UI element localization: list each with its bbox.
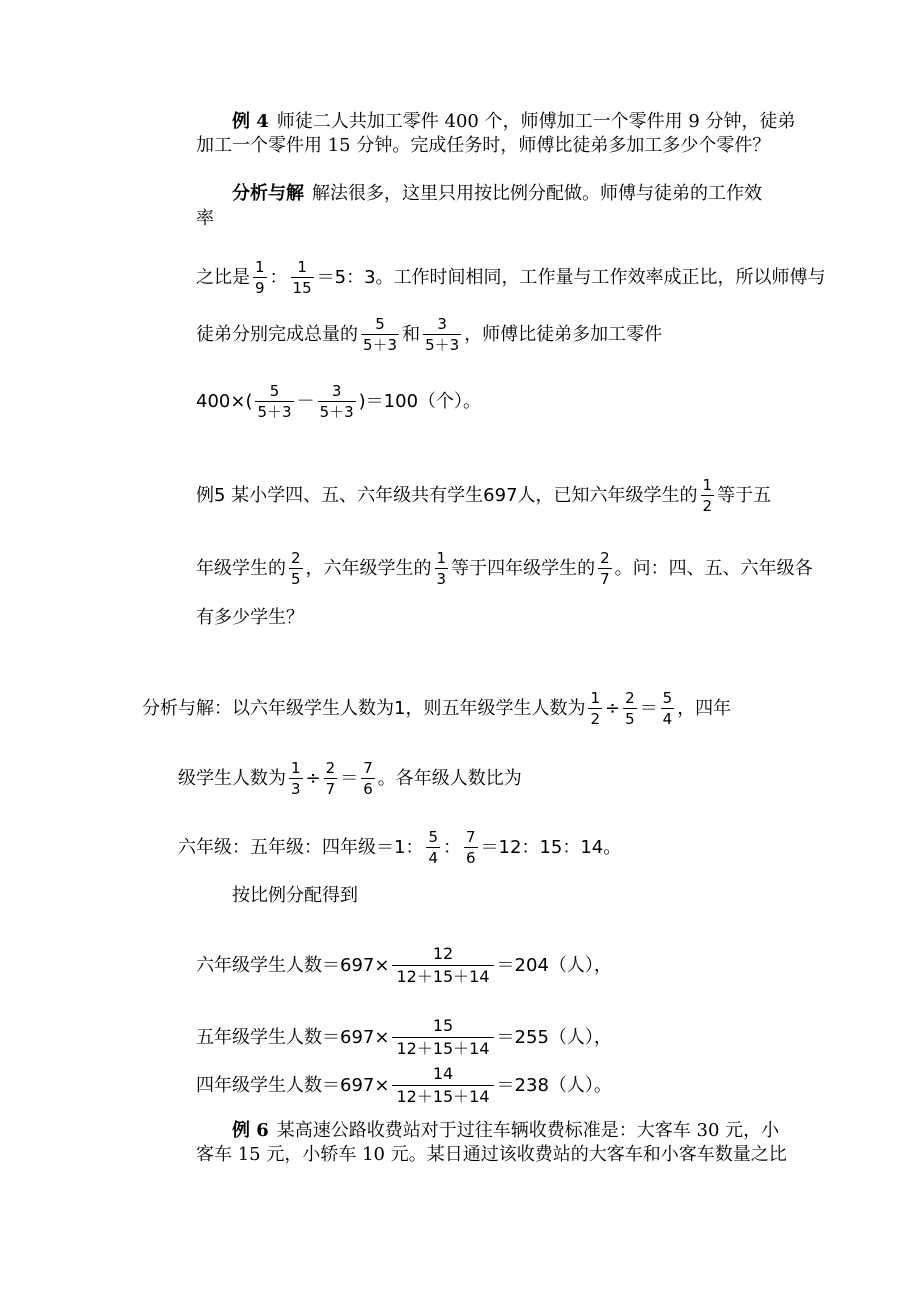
fraction-2-5: $\frac{2}{5}$ [291, 549, 301, 588]
ex5-line1 [196, 476, 771, 515]
ex6-line1 [232, 1121, 779, 1141]
ex5-line2-mid2: 等于四年级学生的 [451, 557, 596, 579]
fraction-5-over-5plus3: $\frac{5}{5+3}$ [363, 315, 398, 354]
ex4-text-line1: 师徒二人共加工零件 400 个，师傅加工一个零件用 9 分钟，徒弟 [276, 111, 796, 132]
grade5-label: 五年级学生人数＝697× [196, 1026, 390, 1048]
share-and: 和 [402, 323, 421, 345]
ex5-ratio-prefix: 六年级：五年级：四年级＝1： [178, 836, 424, 858]
fraction-15-over-sum: $\frac{15}{12+15+14}$ [392, 1016, 493, 1059]
fraction-1-15: $\frac{1}{15}$ [292, 258, 312, 297]
grade4-eq: ＝ [340, 767, 359, 789]
ratio-colon: ： [269, 266, 288, 288]
ex4-calc-prefix: 400×( [196, 390, 253, 412]
fraction-2-5-analysis: $\frac{2}{5}$ [625, 689, 635, 728]
ex4-analysis-label: 分析与解 [232, 183, 304, 204]
calc-minus: － [296, 390, 315, 412]
ex5-analysis-prefix: 分析与解：以六年级学生人数为1，则五年级学生人数为 [142, 697, 586, 719]
ex4-ratio-line [196, 258, 826, 297]
fraction-1-2-analysis: $\frac{1}{2}$ [590, 689, 600, 728]
ex6-text-line1: 某高速公路收费站对于过往车辆收费标准是：大客车 30 元，小 [276, 1120, 780, 1141]
fraction-1-3: $\frac{1}{3}$ [436, 549, 447, 588]
ex4-text-line2: 加工一个零件用 15 分钟。完成任务时，师傅比徒弟多加工多少个零件？ [196, 135, 771, 156]
grade4-label: 四年级学生人数＝697× [196, 1074, 390, 1096]
fraction-2-7: $\frac{2}{7}$ [600, 549, 610, 588]
fraction-5-4-ratio: $\frac{5}{4}$ [428, 828, 438, 867]
ex5-alloc-line [232, 886, 358, 906]
ex5-ratio-line [178, 828, 621, 867]
fraction-5-4: $\frac{5}{4}$ [662, 689, 673, 728]
fraction-1-9: $\frac{1}{9}$ [255, 258, 265, 297]
ex5-line2-suffix: 。问：四、五、六年级各 [614, 557, 813, 579]
fraction-12-over-sum: $\frac{12}{12+15+14}$ [392, 944, 493, 987]
ex6-line2 [196, 1145, 787, 1165]
ex4-ratio-prefix: 之比是 [196, 266, 250, 288]
ex6-text-line2: 客车 15 元，小轿车 10 元。某日通过该收费站的大客车和小客车数量之比 [196, 1144, 787, 1165]
ex5-line3 [196, 608, 304, 628]
ex5-line2-mid: ，六年级学生的 [305, 557, 432, 579]
ratio-colon-2: ： [443, 836, 461, 858]
ex5-grade4-line [178, 759, 522, 798]
ex4-line1 [232, 112, 796, 132]
ex5-line1-prefix: 例5 某小学四、五、六年级共有学生697人，已知六年级学生的 [196, 484, 698, 506]
ex4-share-prefix: 徒弟分别完成总量的 [196, 323, 358, 345]
ex5-line1-suffix: 等于五 [717, 484, 772, 506]
ex5-ratio-suffix: ＝12：15：14。 [480, 836, 622, 858]
ex4-ratio-result: ＝5：3。工作时间相同，工作量与工作效率成正比，所以师傅与 [316, 266, 826, 288]
ex4-analysis-line1 [232, 184, 762, 204]
ex5-line3-text: 有多少学生？ [196, 607, 304, 628]
ex4-analysis-text2: 率 [196, 208, 214, 229]
fraction-7-6: $\frac{7}{6}$ [363, 759, 373, 798]
ex5-analysis-suffix: ，四年 [677, 697, 732, 719]
fraction-14-over-sum: $\frac{14}{12+15+14}$ [392, 1064, 493, 1107]
grade6-result: ＝204（人）， [496, 954, 612, 976]
fraction-1-3-grade4: $\frac{1}{3}$ [291, 759, 301, 798]
grade6-label: 六年级学生人数＝697× [196, 954, 390, 976]
ex5-grade4-prefix: 级学生人数为 [178, 767, 286, 789]
ex5-line2 [196, 549, 813, 588]
ex4-label: 例 4 [232, 111, 269, 132]
ex4-calc-line [196, 382, 481, 421]
grade4-result: ＝238（人）。 [496, 1074, 612, 1096]
ex5-grade5-calc [196, 1016, 612, 1059]
ex4-analysis-text1: 解法很多，这里只用按比例分配做。师傅与徒弟的工作效 [312, 183, 762, 204]
ex4-analysis-line2 [196, 209, 214, 229]
ex4-line2 [196, 136, 770, 156]
fraction-7-6-ratio: $\frac{7}{6}$ [466, 828, 476, 867]
ex4-share-line [196, 315, 662, 354]
ex5-grade6-calc [196, 944, 612, 987]
ex6-label: 例 6 [232, 1120, 269, 1141]
grade4-div: ÷ [305, 767, 321, 789]
ex5-grade4-suffix: 。各年级人数比为 [377, 767, 522, 789]
fraction-3-over-5plus3: $\frac{3}{5+3}$ [425, 315, 460, 354]
fraction-2-7-grade4: $\frac{2}{7}$ [325, 759, 336, 798]
ex5-analysis-line [142, 689, 731, 728]
analysis-eq: ＝ [639, 697, 658, 719]
fraction-3-over-5plus3-calc: $\frac{3}{5+3}$ [319, 382, 354, 421]
ex5-line2-prefix: 年级学生的 [196, 557, 286, 579]
ex4-calc-suffix: )＝100（个）。 [358, 390, 482, 412]
ex4-share-suffix: ，师傅比徒弟多加工零件 [464, 323, 663, 345]
analysis-div: ÷ [605, 697, 621, 719]
fraction-1-2: $\frac{1}{2}$ [702, 476, 713, 515]
ex5-alloc-text: 按比例分配得到 [232, 885, 358, 906]
fraction-5-over-5plus3-calc: $\frac{5}{5+3}$ [257, 382, 292, 421]
ex5-grade4-calc [196, 1064, 612, 1107]
grade5-result: ＝255（人）， [496, 1026, 612, 1048]
